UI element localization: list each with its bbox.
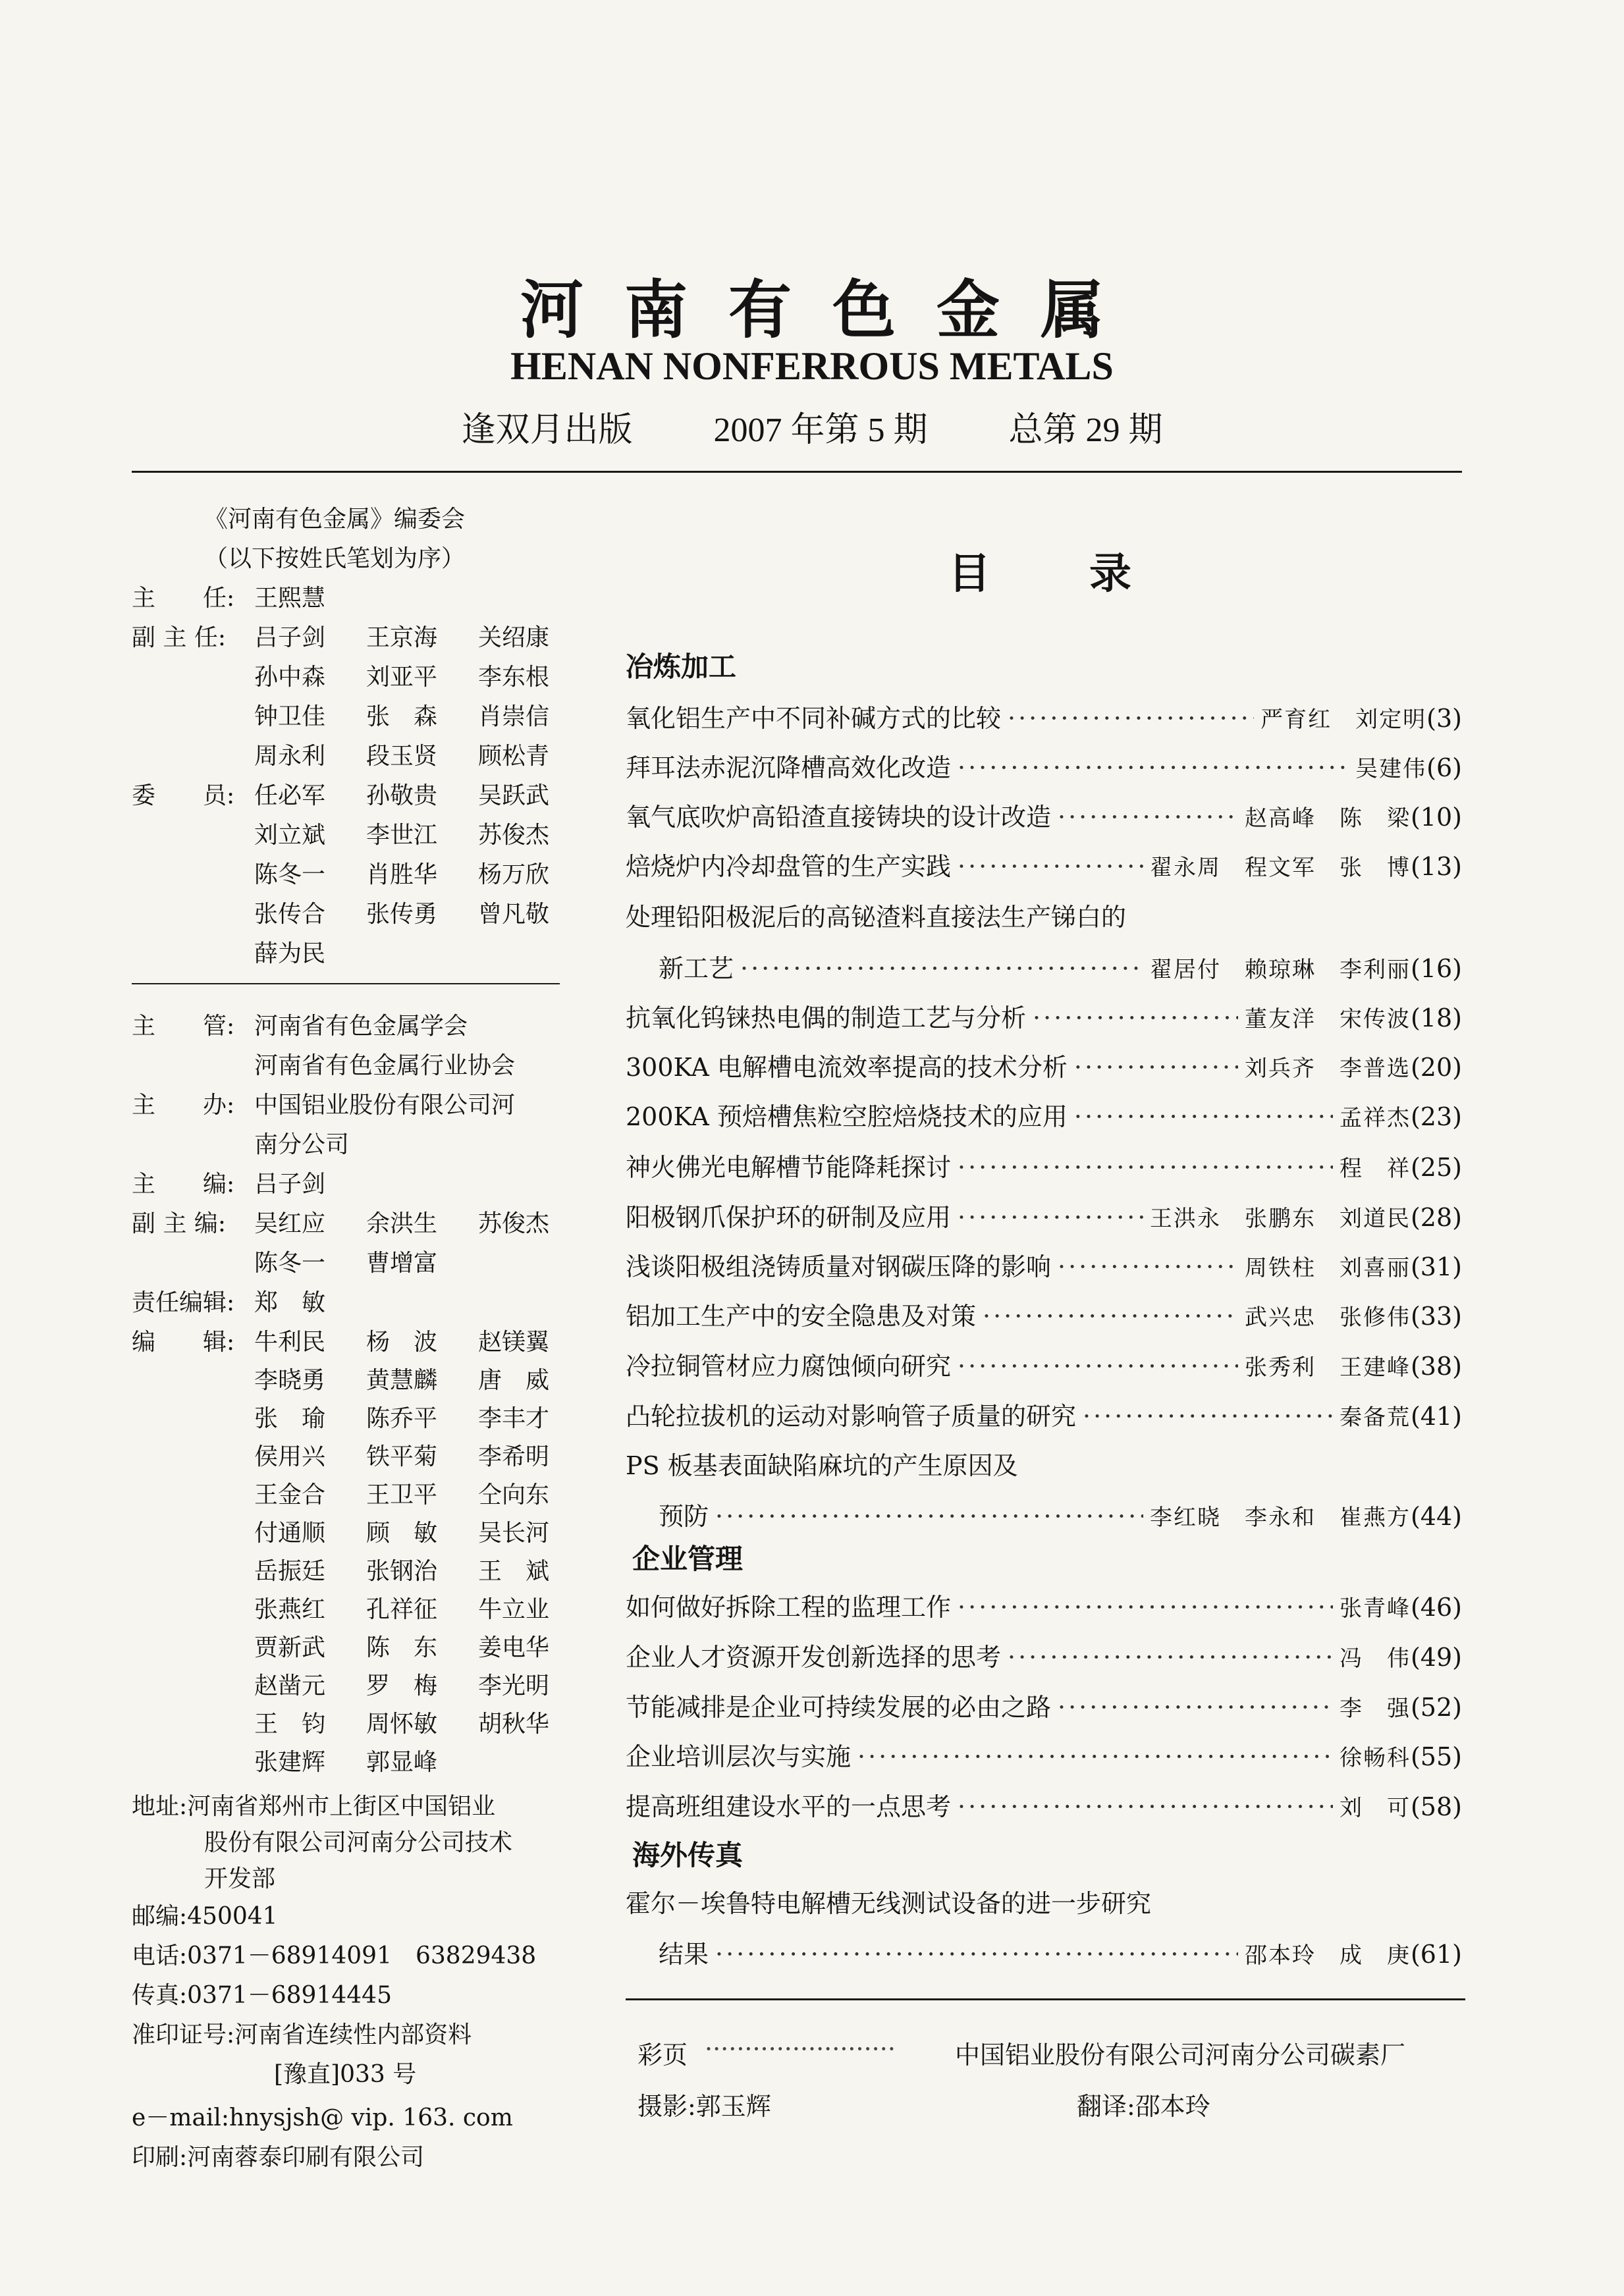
person-name: 张燕红: [254, 1596, 326, 1623]
toc-leader-dots: [1058, 1693, 1333, 1722]
toc-entry: [626, 1047, 1462, 1083]
serial-number: 总第 29 期: [1008, 412, 1163, 449]
toc-entry: [626, 1296, 1462, 1332]
person-name: 孙中森: [254, 664, 326, 691]
toc-leader-dots: [958, 852, 1143, 881]
person-name: 吴红应: [254, 1210, 326, 1237]
person-name: 陈冬一: [254, 861, 326, 888]
director-name: 王熙慧: [254, 585, 326, 612]
person-name: 李东根: [478, 664, 550, 691]
journal-title-cn: 河南有色金属: [520, 273, 1145, 347]
person-name: 张建辉: [254, 1749, 326, 1776]
person-name: 罗 梅: [366, 1672, 438, 1699]
toc-entry: [626, 1637, 1462, 1673]
toc-entry-authors: 孟祥杰: [1339, 1105, 1411, 1131]
printer: 印刷:河南蓉泰印刷有限公司: [132, 2144, 425, 2171]
person-name: 肖胜华: [366, 861, 438, 888]
toc-entry-page: (49): [1410, 1643, 1462, 1672]
toc-leader-dots: [983, 1302, 1238, 1331]
toc-leader-dots: [958, 1352, 1238, 1381]
toc-entry-authors: 王洪永 张鹏东 刘道民: [1149, 1206, 1411, 1232]
person-name: 陈 东: [366, 1634, 438, 1661]
person-name: 李晓勇: [254, 1367, 326, 1394]
toc-entry: [659, 1496, 1462, 1532]
section-smelting: 冶炼加工: [626, 651, 737, 683]
person-name: 孔祥征: [366, 1596, 438, 1623]
toc-entry-page: (41): [1410, 1402, 1462, 1431]
person-name: 郭显峰: [366, 1749, 438, 1776]
person-name: 胡秋华: [478, 1711, 550, 1738]
email: e－mail:hnysjsh@ vip. 163. com: [132, 2104, 513, 2131]
toc-entry: [626, 846, 1462, 882]
toc-entry-title: 霍尔－埃鲁特电解槽无线测试设备的进一步研究: [626, 1889, 1152, 1918]
member-label: 委 员:: [132, 782, 235, 809]
toc-entry-page: (31): [1410, 1252, 1462, 1281]
person-name: 肖崇信: [478, 703, 550, 730]
toc-entry-title: 新工艺: [659, 954, 734, 983]
person-name: 牛立业: [478, 1596, 550, 1623]
color-page-leader: ························: [705, 2035, 896, 2064]
toc-entry-page: (38): [1410, 1352, 1462, 1381]
toc-entry-authors: 冯 伟: [1339, 1645, 1411, 1672]
toc-entry-page: (16): [1410, 954, 1462, 983]
toc-entry-page: (52): [1410, 1693, 1462, 1722]
toc-entry: [626, 747, 1462, 784]
person-name: 吕子剑: [254, 624, 326, 651]
deputy-label: 副 主 编:: [132, 1210, 227, 1237]
fax: 传真:0371－68914445: [132, 1982, 392, 2009]
toc-entry-page: (58): [1410, 1792, 1462, 1821]
phone: 电话:0371－68914091 63829438: [132, 1942, 537, 1969]
toc-leader-dots: [958, 1593, 1333, 1622]
person-name: 孙敬贵: [366, 782, 438, 809]
toc-leader-dots: [715, 1940, 1238, 1969]
toc-entry: [626, 1246, 1462, 1283]
toc-entry-authors: 刘 可: [1339, 1795, 1411, 1821]
toc-entry: [626, 698, 1462, 734]
toc-entry: [626, 1687, 1462, 1723]
toc-entry: [626, 1096, 1462, 1133]
editors-label: 编 辑:: [132, 1329, 235, 1356]
color-page-value: 中国铝业股份有限公司河南分公司碳素厂: [955, 2041, 1406, 2069]
toc-entry-authors: 张秀利 王建峰: [1244, 1354, 1411, 1381]
address-3: 开发部: [204, 1865, 276, 1892]
toc-leader-dots: [958, 753, 1349, 782]
translator: 翻译:邵本玲: [1077, 2092, 1210, 2121]
toc-entry-page: (46): [1410, 1593, 1462, 1622]
toc-leader-dots: [1008, 704, 1254, 733]
toc-entry: [626, 1147, 1462, 1183]
toc-leader-dots: [958, 1153, 1333, 1182]
toc-entry-authors: 程 祥: [1339, 1156, 1411, 1182]
toc-entry-page: (25): [1410, 1153, 1462, 1182]
toc-entry-title: 200KA 预焙槽焦粒空腔焙烧技术的应用: [626, 1102, 1068, 1131]
toc-entry-page: (23): [1410, 1102, 1462, 1131]
person-name: 岳振廷: [254, 1558, 326, 1585]
resp-name: 郑 敏: [254, 1289, 326, 1316]
toc-leader-dots: [1074, 1102, 1333, 1131]
toc-entry-authors: 严育红 刘定明: [1260, 707, 1427, 733]
person-name: 牛利民: [254, 1329, 326, 1356]
left-divider-1: [132, 983, 560, 984]
toc-leader-dots: [958, 1203, 1143, 1232]
footer-divider: [626, 1998, 1465, 2000]
person-name: 赵凿元: [254, 1672, 326, 1699]
toc-entry: [659, 1934, 1462, 1970]
toc-leader-dots: [1033, 1003, 1238, 1032]
toc-leader-dots: [1008, 1643, 1333, 1672]
frequency: 逢双月出版: [461, 412, 633, 449]
toc-entry-authors: 秦备荒: [1339, 1404, 1411, 1431]
person-name: 曾凡敬: [478, 901, 550, 928]
person-name: 吴跃武: [478, 782, 550, 809]
toc-entry-page: (28): [1410, 1203, 1462, 1232]
toc-entry-title: 如何做好拆除工程的监理工作: [626, 1593, 952, 1622]
photographer: 摄影:郭玉辉: [637, 2092, 771, 2121]
supervisor-2: 河南省有色金属行业协会: [254, 1052, 516, 1079]
toc-entry: [626, 897, 1462, 933]
toc-entry-title: 焙烧炉内冷却盘管的生产实践: [626, 852, 952, 881]
person-name: 吴长河: [478, 1520, 550, 1547]
toc-entry-title: 神火佛光电解槽节能降耗探讨: [626, 1153, 952, 1182]
toc-leader-dots: [740, 954, 1143, 983]
toc-entry-title: 浅谈阳极组浇铸质量对钢碳压降的影响: [626, 1252, 1052, 1281]
toc-entry: [626, 1883, 1462, 1919]
person-name: 顾松青: [478, 743, 550, 770]
toc-title: 目录: [948, 549, 1230, 599]
person-name: 黄慧麟: [366, 1367, 438, 1394]
sponsor-label: 主 办:: [132, 1092, 235, 1119]
toc-entry-authors: 李 强: [1339, 1695, 1411, 1722]
toc-entry-authors: 张青峰: [1339, 1595, 1411, 1622]
left-column: [132, 0, 566, 2296]
toc-entry-authors: 董友洋 宋传波: [1244, 1006, 1411, 1032]
issue-number: 2007 年第 5 期: [713, 412, 928, 449]
person-name: 刘立斌: [254, 822, 326, 849]
person-name: 唐 威: [478, 1367, 550, 1394]
chief-label: 主 编:: [132, 1171, 235, 1198]
person-name: 曹增富: [366, 1250, 438, 1277]
resp-label: 责任编辑:: [132, 1289, 235, 1316]
person-name: 张传勇: [366, 901, 438, 928]
board-heading: 《河南有色金属》编委会: [204, 506, 466, 533]
toc-entry-page: (44): [1410, 1502, 1462, 1531]
section-management: 企业管理: [632, 1543, 744, 1575]
person-name: 张 森: [366, 703, 438, 730]
toc-entry-title: 凸轮拉拔机的运动对影响管子质量的研究: [626, 1402, 1077, 1431]
person-name: 付通顺: [254, 1520, 326, 1547]
toc-entry-title: 提高班组建设水平的一点思考: [626, 1792, 952, 1821]
person-name: 余洪生: [366, 1210, 438, 1237]
toc-entry-page: (61): [1410, 1940, 1462, 1969]
toc-entry: [626, 1445, 1462, 1482]
permit: 准印证号:河南省连续性内部资料: [132, 2021, 472, 2048]
sponsor-2: 南分公司: [254, 1131, 350, 1158]
vice-label: 副 主 任:: [132, 624, 227, 651]
chief-name: 吕子剑: [254, 1171, 326, 1198]
toc-entry-page: (3): [1426, 704, 1462, 733]
person-name: 钟卫佳: [254, 703, 326, 730]
sponsor-1: 中国铝业股份有限公司河: [254, 1092, 516, 1119]
toc-entry-authors: 周铁柱 刘喜丽: [1244, 1255, 1411, 1281]
toc-entry-page: (18): [1410, 1003, 1462, 1032]
toc-entry-authors: 刘兵齐 李普选: [1244, 1055, 1411, 1082]
toc-entry-title: 拜耳法赤泥沉降槽高效化改造: [626, 753, 952, 782]
toc-entry-title: 氧化铝生产中不同补碱方式的比较: [626, 704, 1002, 733]
toc-entry: [626, 1736, 1462, 1773]
toc-leader-dots: [1074, 1053, 1238, 1082]
person-name: 陈冬一: [254, 1250, 326, 1277]
board-note: （以下按姓氏笔划为序）: [204, 545, 466, 572]
toc-entry-title: 结果: [659, 1940, 709, 1969]
toc-entry-page: (13): [1410, 852, 1462, 881]
toc-entry-title: 300KA 电解槽电流效率提高的技术分析: [626, 1053, 1068, 1082]
toc-leader-dots: [958, 1792, 1333, 1821]
person-name: 周永利: [254, 743, 326, 770]
toc-entry: [626, 1197, 1462, 1233]
toc-entry-page: (55): [1410, 1742, 1462, 1771]
person-name: 李世江: [366, 822, 438, 849]
person-name: 苏俊杰: [478, 822, 550, 849]
person-name: 王金合: [254, 1482, 326, 1508]
director-label: 主 任:: [132, 585, 235, 612]
toc-leader-dots: [1058, 1252, 1238, 1281]
permit-number: [豫直]033 号: [274, 2061, 417, 2088]
person-name: 陈乔平: [366, 1405, 438, 1432]
toc-entry-authors: 武兴忠 张修伟: [1244, 1304, 1411, 1331]
person-name: 李光明: [478, 1672, 550, 1699]
supervisor-1: 河南省有色金属学会: [254, 1013, 468, 1040]
address-2: 股份有限公司河南分公司技术: [204, 1829, 513, 1856]
toc-entry-title: 阳极钢爪保护环的研制及应用: [626, 1203, 952, 1232]
person-name: 关绍康: [478, 624, 550, 651]
toc-entry-page: (20): [1410, 1053, 1462, 1082]
color-page-label: 彩页: [637, 2041, 688, 2069]
person-name: 侯用兴: [254, 1443, 326, 1470]
journal-title-en: HENAN NONFERROUS METALS: [510, 344, 1114, 388]
person-name: 铁平菊: [366, 1443, 438, 1470]
person-name: 张 瑜: [254, 1405, 326, 1432]
person-name: 张钢治: [366, 1558, 438, 1585]
toc-entry-authors: 翟永周 程文军 张 博: [1149, 855, 1411, 881]
person-name: 王 斌: [478, 1558, 550, 1585]
toc-entry: [626, 797, 1462, 833]
person-name: 王京海: [366, 624, 438, 651]
person-name: 赵镁翼: [478, 1329, 550, 1356]
person-name: 姜电华: [478, 1634, 550, 1661]
toc-entry: [659, 948, 1462, 984]
toc-leader-dots: [1058, 803, 1238, 832]
toc-entry-title: PS 板基表面缺陷麻坑的产生原因及: [626, 1451, 1018, 1480]
toc-leader-dots: [857, 1742, 1333, 1771]
toc-entry-title: 预防: [659, 1502, 709, 1531]
person-name: 王 钧: [254, 1711, 326, 1738]
toc-entry-title: 铝加工生产中的安全隐患及对策: [626, 1302, 977, 1331]
toc-entry-page: (10): [1410, 803, 1462, 832]
toc-entry-page: (33): [1410, 1302, 1462, 1331]
toc-entry: [626, 998, 1462, 1034]
person-name: 苏俊杰: [478, 1210, 550, 1237]
toc-leader-dots: [1083, 1402, 1333, 1431]
person-name: 贾新武: [254, 1634, 326, 1661]
section-overseas: 海外传真: [632, 1839, 744, 1871]
person-name: 王卫平: [366, 1482, 438, 1508]
toc-entry-title: 企业人才资源开发创新选择的思考: [626, 1643, 1002, 1672]
person-name: 杨万欣: [478, 861, 550, 888]
person-name: 刘亚平: [366, 664, 438, 691]
toc-entry-authors: 吴建伟: [1355, 756, 1427, 782]
person-name: 周怀敏: [366, 1711, 438, 1738]
person-name: 李希明: [478, 1443, 550, 1470]
toc-entry: [626, 1587, 1462, 1623]
person-name: 仝向东: [478, 1482, 550, 1508]
toc-leader-dots: [715, 1502, 1143, 1531]
toc-entry: [626, 1346, 1462, 1382]
person-name: 杨 波: [366, 1329, 438, 1356]
toc-entry-title: 企业培训层次与实施: [626, 1742, 852, 1771]
toc-entry-authors: 徐畅科: [1339, 1745, 1411, 1771]
person-name: 任必军: [254, 782, 326, 809]
supervisor-label: 主 管:: [132, 1013, 235, 1040]
toc-entry-authors: 邵本玲 成 庚: [1244, 1942, 1411, 1969]
postcode: 邮编:450041: [132, 1903, 278, 1930]
toc-entry-title: 处理铅阳极泥后的高铋渣料直接法生产锑白的: [626, 903, 1127, 932]
toc-entry-title: 节能减排是企业可持续发展的必由之路: [626, 1693, 1052, 1722]
toc-entry-page: (6): [1426, 753, 1462, 782]
toc-entry: [626, 1396, 1462, 1432]
toc-entry-authors: 赵高峰 陈 梁: [1244, 805, 1411, 832]
toc-entry-title: 氧气底吹炉高铅渣直接铸块的设计改造: [626, 803, 1052, 832]
toc-entry-title: 冷拉铜管材应力腐蚀倾向研究: [626, 1352, 952, 1381]
toc-entry-authors: 李红晓 李永和 崔燕方: [1149, 1505, 1411, 1531]
toc-entry: [626, 1786, 1462, 1823]
person-name: 薛为民: [254, 940, 326, 967]
address-1: 地址:河南省郑州市上街区中国铝业: [132, 1793, 496, 1820]
person-name: 张传合: [254, 901, 326, 928]
person-name: 李丰才: [478, 1405, 550, 1432]
person-name: 顾 敏: [366, 1520, 438, 1547]
toc-entry-authors: 翟居付 赖琼琳 李利丽: [1149, 957, 1411, 983]
person-name: 段玉贤: [366, 743, 438, 770]
toc-entry-title: 抗氧化钨铼热电偶的制造工艺与分析: [626, 1003, 1027, 1032]
